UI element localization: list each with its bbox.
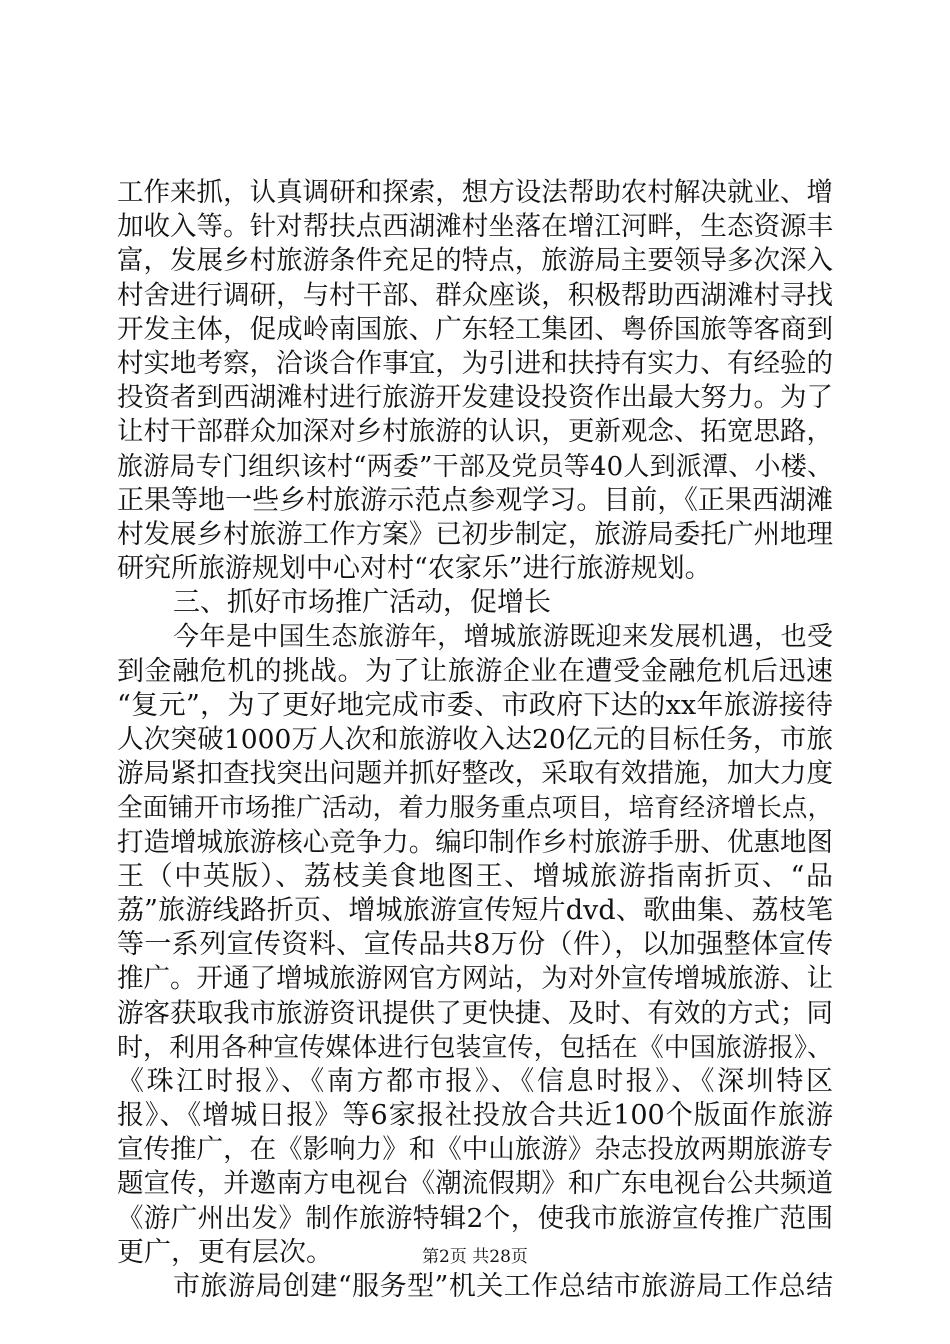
text-line: 更广，更有层次。	[117, 1236, 333, 1268]
text-line: 推广。开通了增城旅游网官方网站，为对外宣传增城旅游、让	[117, 963, 833, 995]
text-line: 荔”旅游线路折页、增城旅游宣传短片dvd、歌曲集、荔枝笔	[117, 894, 833, 926]
text-line: 今年是中国生态旅游年，增城旅游既迎来发展机遇，也受	[173, 622, 833, 653]
text-line: 王（中英版）、荔枝美食地图王、增城旅游指南折页、“品	[117, 860, 833, 892]
text-line: 《珠江时报》、《南方都市报》、《信息时报》、《深圳特区	[117, 1065, 833, 1097]
text-line: 加收入等。针对帮扶点西湖滩村坐落在增江河畔，生态资源丰	[117, 211, 833, 243]
text-line: 等一系列宣传资料、宣传品共8万份（件），以加强整体宣传	[117, 929, 833, 961]
text-line: 游客获取我市旅游资讯提供了更快捷、及时、有效的方式；同	[117, 997, 833, 1029]
text-line: 题宣传，并邀南方电视台《潮流假期》和广东电视台公共频道	[117, 1168, 833, 1200]
text-line: 宣传推广，在《影响力》和《中山旅游》杂志投放两期旅游专	[117, 1134, 833, 1166]
text-line: 游局紧扣查找突出问题并抓好整改，采取有效措施，加大力度	[117, 758, 833, 790]
text-line: “复元”，为了更好地完成市委、市政府下达的xx年旅游接待	[117, 689, 833, 721]
text-line: 《游广州出发》制作旅游特辑2个，使我市旅游宣传推广范围	[117, 1202, 833, 1234]
page-number: 第2页 共28页	[422, 1247, 528, 1267]
page-footer	[0, 1246, 950, 1268]
text-line: 时，利用各种宣传媒体进行包装宣传，包括在《中国旅游报》、	[117, 1032, 833, 1063]
text-line: 旅游局专门组织该村“两委”干部及党员等40人到派潭、小楼、	[117, 451, 833, 482]
text-line: 投资者到西湖滩村进行旅游开发建设投资作出最大努力。为了	[117, 382, 833, 414]
text-line: 让村干部群众加深对乡村旅游的认识，更新观念、拓宽思路，	[117, 416, 833, 448]
text-line: 研究所旅游规划中心对村“农家乐”进行旅游规划。	[117, 553, 712, 585]
text-line: 报》、《增城日报》等6家报社投放合共近100个版面作旅游	[117, 1100, 833, 1132]
text-line: 市旅游局创建“服务型”机关工作总结市旅游局工作总结	[173, 1271, 833, 1302]
section-heading: 三、抓好市场推广活动，促增长	[173, 587, 551, 619]
text-line: 到金融危机的挑战。为了让旅游企业在遭受金融危机后迅速	[117, 655, 833, 687]
text-line: 村发展乡村旅游工作方案》已初步制定，旅游局委托广州地理	[117, 518, 833, 550]
text-line: 打造增城旅游核心竞争力。编印制作乡村旅游手册、优惠地图	[117, 826, 833, 858]
text-line: 村舍进行调研，与村干部、群众座谈，积极帮助西湖滩村寻找	[117, 279, 833, 311]
text-line: 工作来抓，认真调研和探索，想方设法帮助农村解决就业、增	[117, 177, 833, 208]
text-line: 开发主体，促成岭南国旅、广东轻工集团、粤侨国旅等客商到	[117, 313, 833, 345]
text-line: 人次突破1000万人次和旅游收入达20亿元的目标任务，市旅	[117, 724, 833, 755]
text-line: 富，发展乡村旅游条件充足的特点，旅游局主要领导多次深入	[117, 245, 833, 277]
document-body	[117, 176, 833, 1304]
text-line: 正果等地一些乡村旅游示范点参观学习。目前，《正果西湖滩	[117, 484, 833, 516]
text-line: 村实地考察，洽谈合作事宜，为引进和扶持有实力、有经验的	[117, 347, 833, 379]
text-line: 全面铺开市场推广活动，着力服务重点项目，培育经济增长点，	[117, 793, 833, 824]
